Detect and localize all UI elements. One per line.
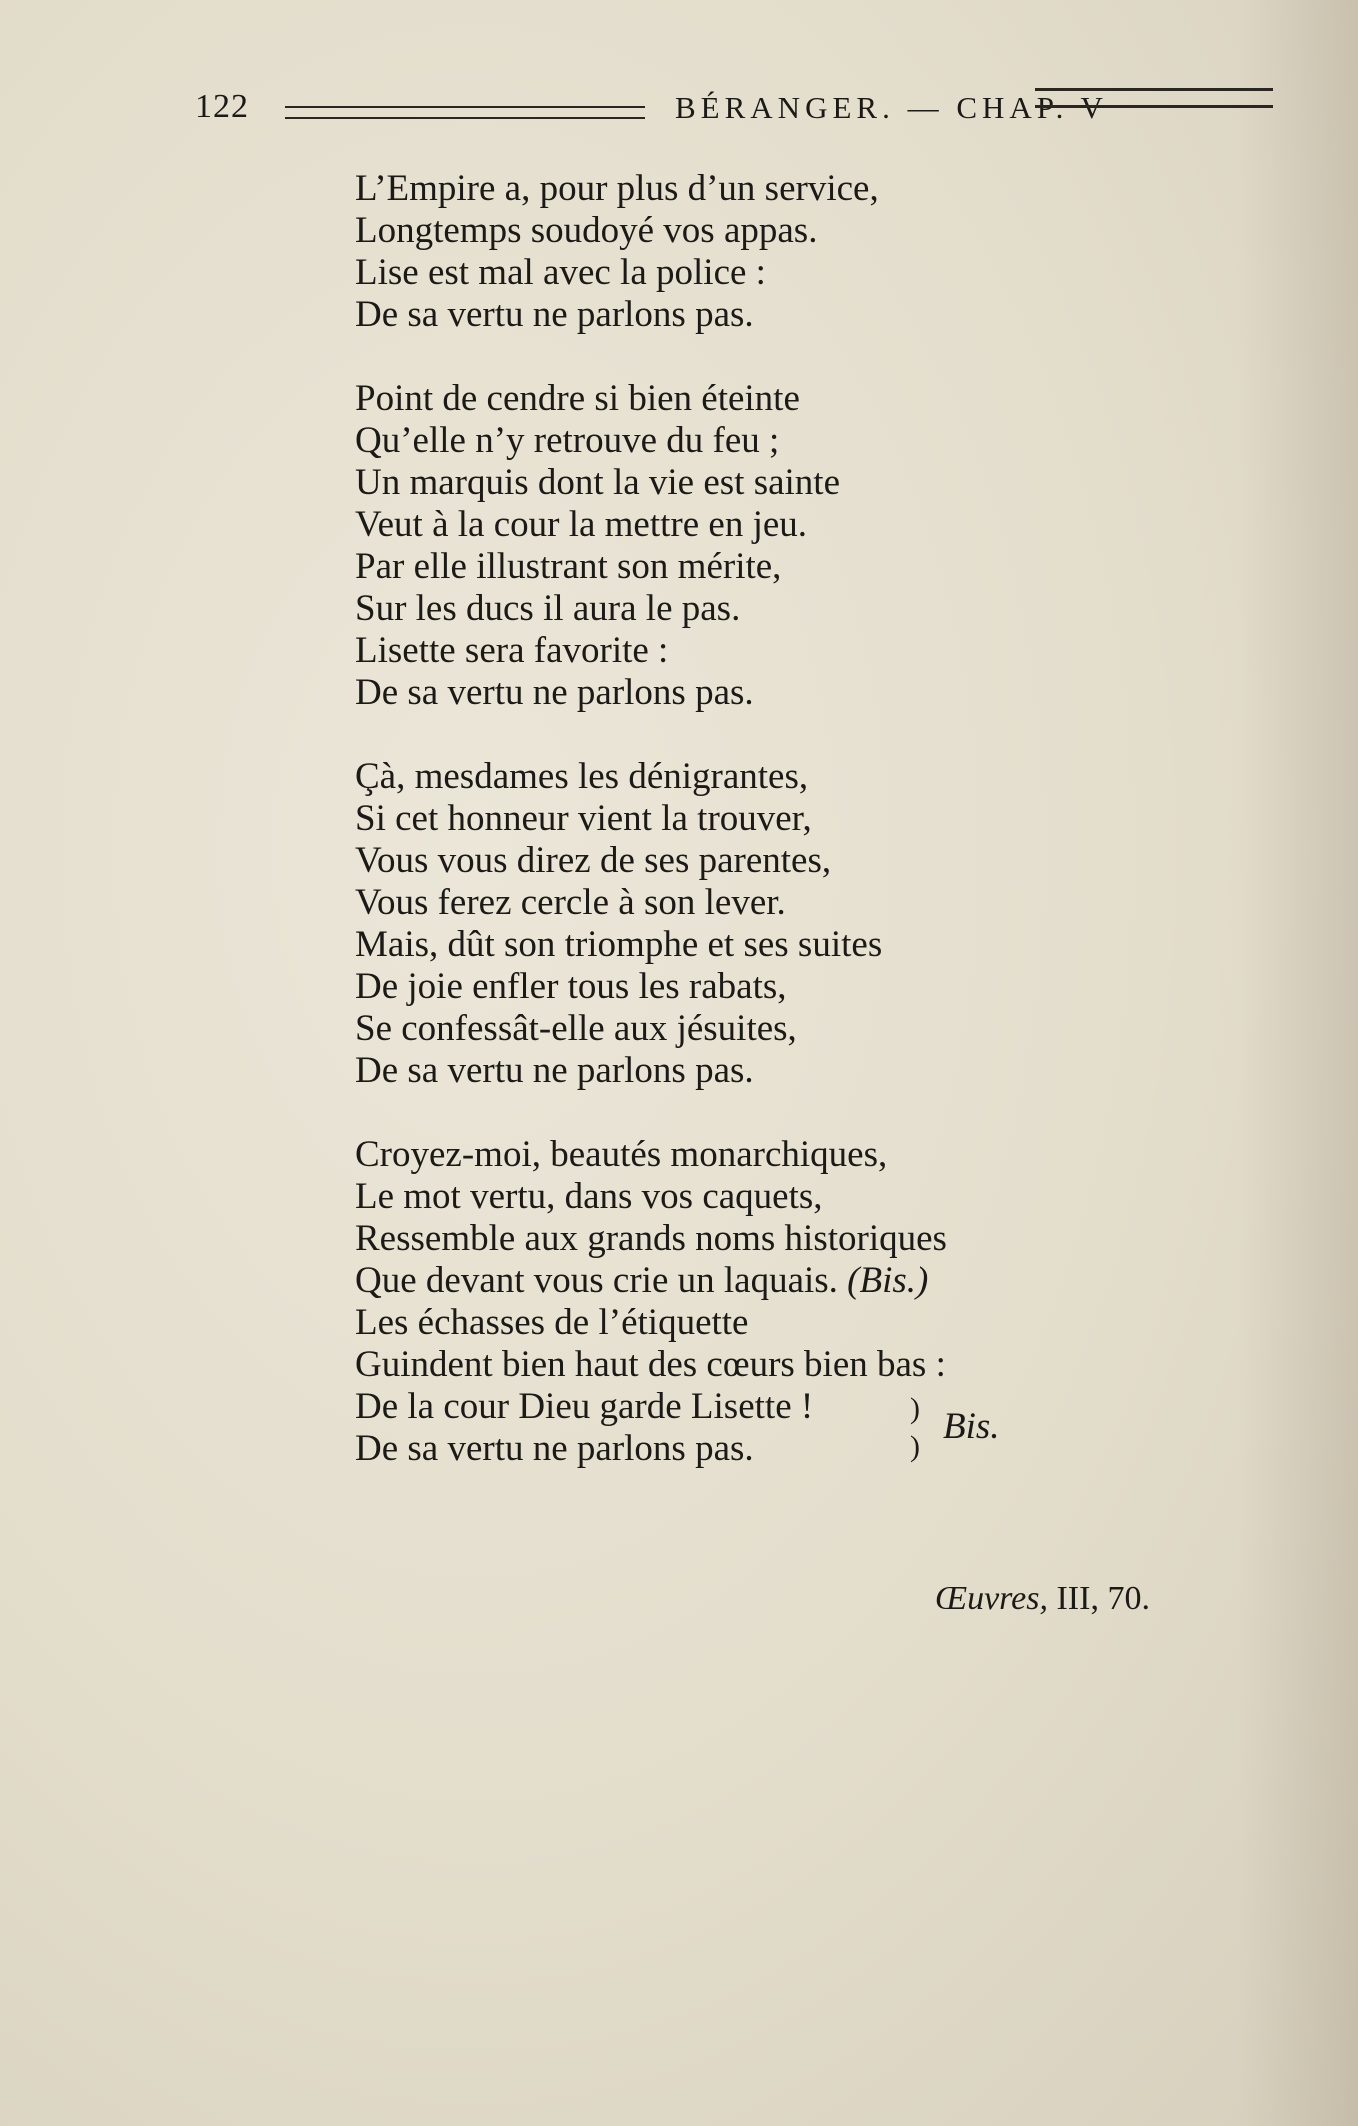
refrain <box>355 1386 1155 1470</box>
header-rule-right <box>1035 88 1273 108</box>
verse-line: Veut à la cour la mettre en jeu. <box>355 504 808 545</box>
header-rule-left <box>285 106 645 119</box>
verse-line: Guindent bien haut des cœurs bien bas : <box>355 1344 946 1385</box>
verse-line: L’Empire a, pour plus d’un service, <box>355 168 879 209</box>
verse-line: Çà, mesdames les dénigrantes, <box>355 756 809 797</box>
verse-line: De sa vertu ne parlons pas. <box>355 672 754 713</box>
refrain-line: De sa vertu ne parlons pas. <box>355 1428 754 1469</box>
verse-line: Lise est mal avec la police : <box>355 252 766 293</box>
stanza-3 <box>355 756 1155 1092</box>
refrain-bis-label: Bis. <box>943 1406 1000 1447</box>
verse-line: Un marquis dont la vie est sainte <box>355 462 841 503</box>
refrain-brace: ) ) <box>910 1392 920 1463</box>
verse-line: Vous vous direz de ses parentes, <box>355 840 832 881</box>
verse-line: Mais, dût son triomphe et ses suites <box>355 924 883 965</box>
verse-line: Sur les ducs il aura le pas. <box>355 588 741 629</box>
poem <box>355 168 1155 1512</box>
stanza-4 <box>355 1134 1155 1470</box>
source-ref: III, 70. <box>1056 1580 1150 1617</box>
verse-line: Croyez-moi, beautés monarchiques, <box>355 1134 888 1175</box>
running-header <box>195 88 1280 138</box>
verse-line: Par elle illustrant son mérite, <box>355 546 782 587</box>
verse-line: De sa vertu ne parlons pas. <box>355 1050 754 1091</box>
verse-line-text: Que devant vous crie un laquais. <box>355 1260 838 1301</box>
refrain-lines <box>355 1386 813 1470</box>
stanza-1 <box>355 168 1155 336</box>
verse-line: Vous ferez cercle à son lever. <box>355 882 786 923</box>
verse-line: Si cet honneur vient la trouver, <box>355 798 812 839</box>
source-work: Œuvres, <box>935 1580 1048 1617</box>
stanza-2 <box>355 378 1155 714</box>
page-number: 122 <box>195 88 249 125</box>
verse-line: Lisette sera favorite : <box>355 630 669 671</box>
page-shading <box>1238 0 1358 2126</box>
source-reference <box>935 1580 1150 1618</box>
verse-line: Longtemps soudoyé vos appas. <box>355 210 818 251</box>
bis-marker: (Bis.) <box>847 1260 929 1301</box>
verse-line: Point de cendre si bien éteinte <box>355 378 800 419</box>
running-title: BÉRANGER. — CHAP. V <box>675 90 1108 125</box>
verse-line: Le mot vertu, dans vos caquets, <box>355 1176 823 1217</box>
verse-line: De sa vertu ne parlons pas. <box>355 294 754 335</box>
refrain-line: De la cour Dieu garde Lisette ! <box>355 1386 814 1427</box>
verse-line: Se confessât-elle aux jésuites, <box>355 1008 797 1049</box>
verse-line: Qu’elle n’y retrouve du feu ; <box>355 420 780 461</box>
verse-line: De joie enfler tous les rabats, <box>355 966 787 1007</box>
verse-line-bis <box>355 1260 1155 1302</box>
verse-line: Les échasses de l’étiquette <box>355 1302 749 1343</box>
verse-line: Ressemble aux grands noms historiques <box>355 1218 947 1259</box>
